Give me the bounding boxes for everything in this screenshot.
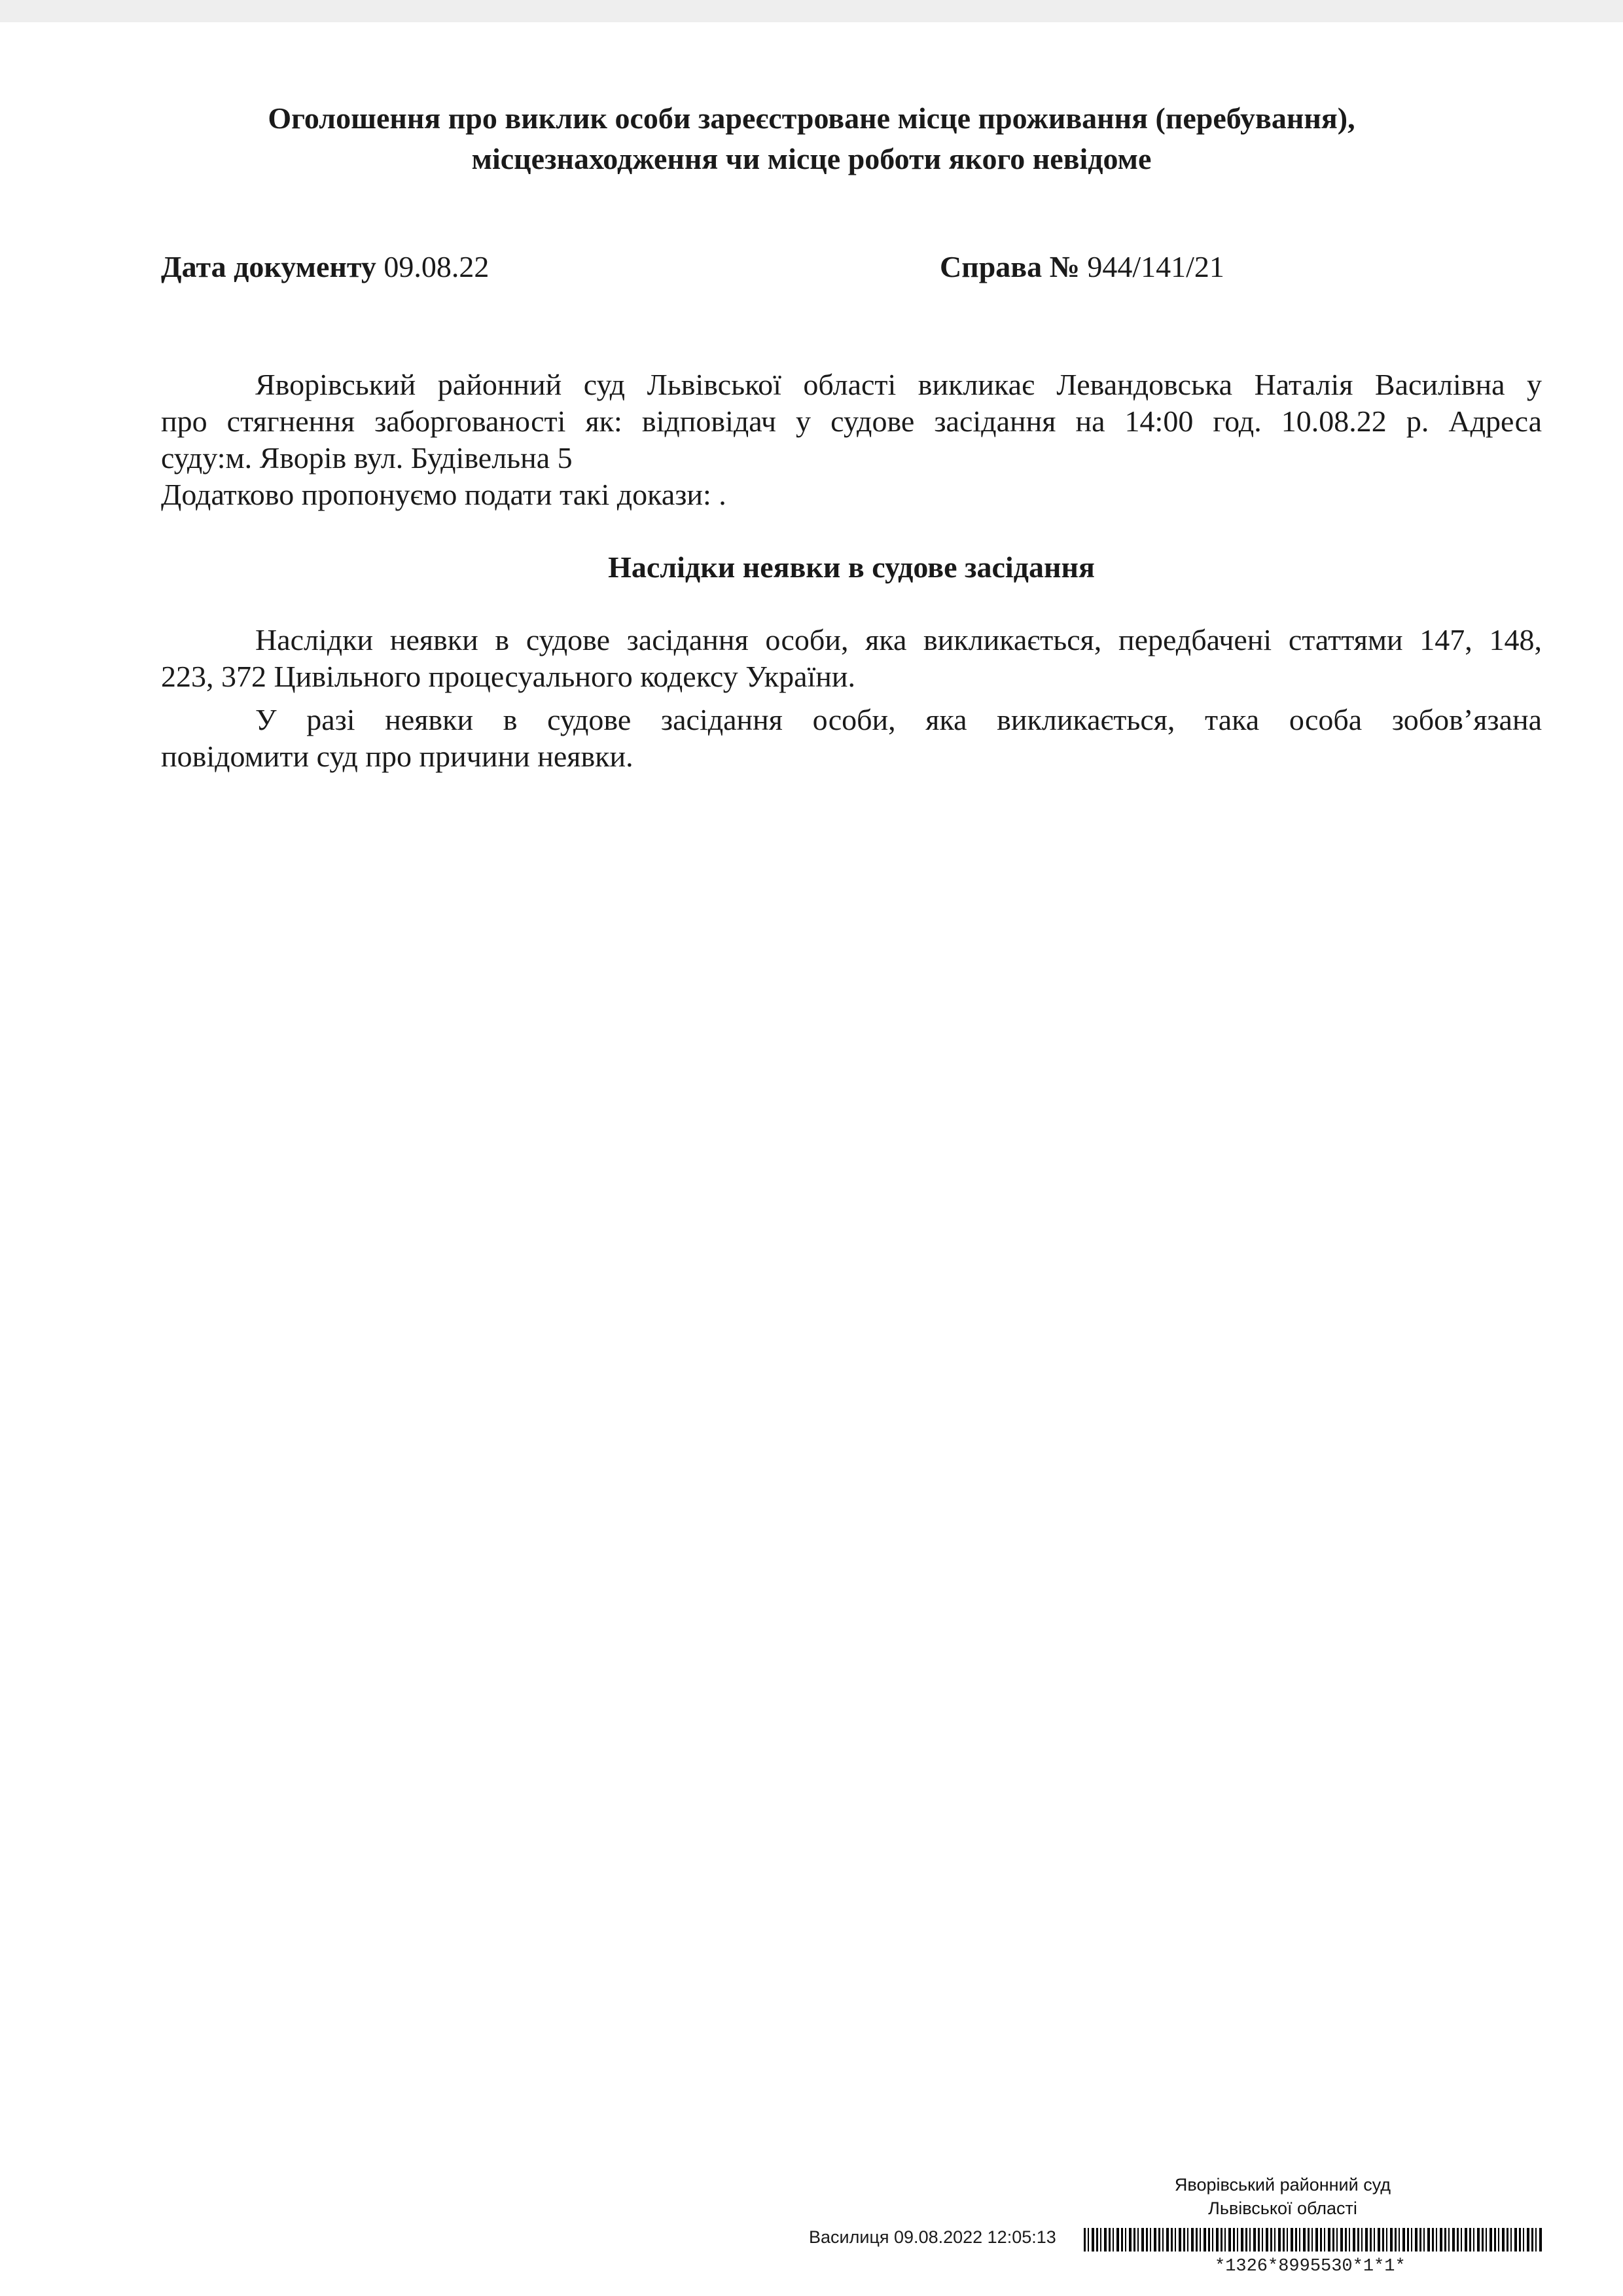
consequences-heading: Наслідки неявки в судове засідання: [608, 550, 1095, 584]
date-value: 09.08.22: [383, 250, 490, 283]
summons-line-1: Яворівський районний суд Львівської області викликає Левандовська Наталія Василівна у: [255, 368, 1542, 401]
summons-paragraph: [161, 367, 1542, 513]
footer-signer-timestamp: Василиця 09.08.2022 12:05:13: [809, 2227, 1056, 2247]
case-value: 944/141/21: [1087, 250, 1224, 283]
evidence-line: Додатково пропонуємо подати такі докази: .: [161, 478, 726, 511]
barcode: [1084, 2228, 1542, 2251]
scan-top-edge: [0, 0, 1623, 22]
consequences-p1-line-2: 223, 372 Цивільного процесуального кодексу України.: [161, 660, 856, 693]
case-label: Справа №: [940, 250, 1080, 283]
footer-court-name: [1158, 2173, 1407, 2220]
date-label: Дата документу: [161, 250, 376, 283]
consequences-paragraph-2: [161, 702, 1542, 775]
barcode-number: *1326*8995530*1*1*: [1215, 2257, 1406, 2276]
consequences-paragraph-1: [161, 622, 1542, 695]
footer-court-line-2: Львівської області: [1208, 2198, 1357, 2218]
title-line-1: Оголошення про виклик особи зареєстроване місце проживання (перебування),: [268, 101, 1355, 135]
consequences-p2-line-2: повідомити суд про причини неявки.: [161, 740, 633, 773]
consequences-p1-line-1: Наслідки неявки в судове засідання особи, яка викликається, передбачені статтями 147, 148,: [255, 623, 1542, 656]
summons-line-3: суду:м. Яворів вул. Будівельна 5: [161, 441, 573, 475]
document-title: [170, 98, 1453, 179]
document-date: [161, 249, 489, 284]
consequences-p2-line-1: У разі неявки в судове засідання особи, яка викликається, така особа зобов’язана: [255, 703, 1542, 736]
case-number: [940, 249, 1224, 284]
footer-court-line-1: Яворівський районний суд: [1174, 2175, 1391, 2195]
summons-line-2: про стягнення заборгованості як: відповідач у судове засідання на 14:00 год. 10.08.22 р. Адреса: [161, 404, 1542, 438]
title-line-2: місцезнаходження чи місце роботи якого невідоме: [471, 142, 1152, 175]
